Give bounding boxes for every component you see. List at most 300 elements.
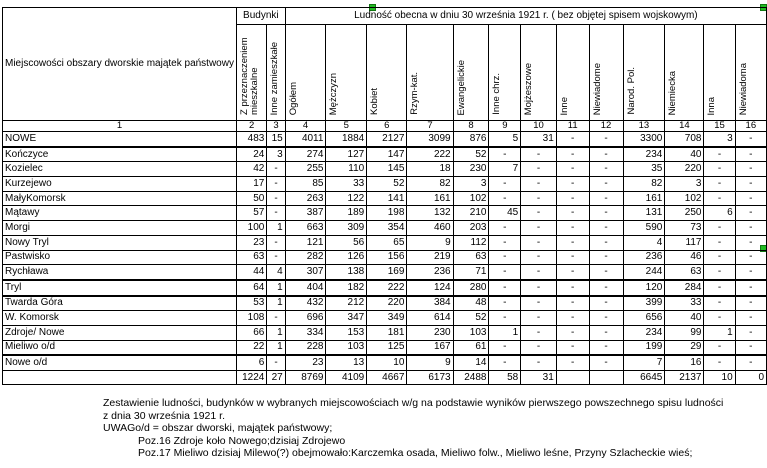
table-cell[interactable]: 230 xyxy=(453,162,489,177)
table-cell[interactable]: 387 xyxy=(285,206,326,221)
table-cell[interactable]: - xyxy=(556,162,589,177)
table-cell[interactable]: 656 xyxy=(623,311,665,326)
table-cell[interactable]: - xyxy=(267,206,285,221)
table-cell[interactable]: 219 xyxy=(407,250,453,265)
table-cell[interactable]: - xyxy=(556,250,589,265)
table-cell[interactable]: - xyxy=(735,250,766,265)
table-row xyxy=(3,311,767,326)
table-cell[interactable]: 234 xyxy=(623,325,665,340)
table-cell[interactable]: - xyxy=(589,147,623,162)
table-cell[interactable]: 22 xyxy=(236,340,266,355)
table-cell[interactable]: 1 xyxy=(267,280,285,296)
table-cell[interactable]: - xyxy=(704,147,735,162)
location-name[interactable]: Zdroje/ Nowe xyxy=(3,325,237,340)
location-name[interactable]: MałyKomorsk xyxy=(3,191,237,206)
table-cell[interactable]: 1 xyxy=(267,296,285,311)
column-header-label: Niewiadome xyxy=(591,62,603,115)
table-cell[interactable]: - xyxy=(489,147,521,162)
table-cell[interactable]: - xyxy=(489,280,521,296)
table-cell[interactable]: 198 xyxy=(367,206,407,221)
table-cell[interactable]: 3099 xyxy=(407,132,453,147)
table-cell[interactable]: - xyxy=(267,162,285,177)
total-cell[interactable]: 6173 xyxy=(407,371,453,385)
column-number: 13 xyxy=(623,121,665,132)
table-cell[interactable]: 1 xyxy=(489,325,521,340)
table-cell[interactable]: - xyxy=(521,280,557,296)
table-cell[interactable]: 590 xyxy=(623,221,665,236)
table-cell[interactable]: - xyxy=(589,265,623,280)
table-cell[interactable]: 156 xyxy=(367,250,407,265)
table-cell[interactable]: - xyxy=(521,206,557,221)
table-cell[interactable]: - xyxy=(589,162,623,177)
table-cell[interactable]: 42 xyxy=(236,162,266,177)
table-cell[interactable]: 48 xyxy=(453,296,489,311)
table-cell[interactable]: - xyxy=(735,191,766,206)
table-cell[interactable]: - xyxy=(489,177,521,192)
table-cell[interactable]: - xyxy=(489,340,521,355)
table-cell[interactable]: - xyxy=(589,235,623,250)
table-cell[interactable]: 63 xyxy=(236,250,266,265)
total-cell[interactable]: 4667 xyxy=(367,371,407,385)
table-cell[interactable]: - xyxy=(589,191,623,206)
table-cell[interactable]: 282 xyxy=(285,250,326,265)
table-cell[interactable]: - xyxy=(735,147,766,162)
table-cell[interactable]: 50 xyxy=(236,191,266,206)
table-cell[interactable]: - xyxy=(589,280,623,296)
table-row xyxy=(3,162,767,177)
table-cell[interactable]: 13 xyxy=(326,355,367,370)
table-cell[interactable]: 125 xyxy=(367,340,407,355)
table-cell[interactable]: 141 xyxy=(367,191,407,206)
table-cell[interactable]: - xyxy=(704,177,735,192)
total-cell[interactable] xyxy=(589,371,623,385)
column-number: 10 xyxy=(521,121,557,132)
table-cell[interactable]: 33 xyxy=(326,177,367,192)
table-cell[interactable]: 138 xyxy=(326,265,367,280)
table-cell[interactable]: - xyxy=(589,340,623,355)
location-name[interactable]: Pastwisko xyxy=(3,250,237,265)
table-cell[interactable]: - xyxy=(704,340,735,355)
table-cell[interactable]: - xyxy=(589,177,623,192)
table-cell[interactable]: 708 xyxy=(665,132,704,147)
table-cell[interactable]: 132 xyxy=(407,206,453,221)
table-cell[interactable]: 29 xyxy=(665,340,704,355)
table-cell[interactable]: 250 xyxy=(665,206,704,221)
table-cell[interactable]: - xyxy=(556,235,589,250)
column-header-label: Rzym-kat. xyxy=(409,72,421,115)
location-name[interactable]: Mątawy xyxy=(3,206,237,221)
table-cell[interactable]: 73 xyxy=(665,221,704,236)
table-cell[interactable]: 167 xyxy=(407,340,453,355)
total-cell[interactable]: 31 xyxy=(521,371,557,385)
location-name[interactable]: Nowy Tryl xyxy=(3,235,237,250)
location-name[interactable]: W. Komorsk xyxy=(3,311,237,326)
table-cell[interactable]: 1 xyxy=(267,325,285,340)
total-cell[interactable]: 58 xyxy=(489,371,521,385)
location-name[interactable]: Mieliwo o/d xyxy=(3,340,237,355)
table-cell[interactable]: 199 xyxy=(623,340,665,355)
table-cell[interactable]: 212 xyxy=(326,296,367,311)
table-cell[interactable]: 234 xyxy=(623,147,665,162)
table-cell[interactable]: 1 xyxy=(704,325,735,340)
table-cell[interactable]: 110 xyxy=(326,162,367,177)
table-cell[interactable]: 127 xyxy=(326,147,367,162)
table-cell[interactable]: - xyxy=(267,355,285,370)
table-cell[interactable]: - xyxy=(704,162,735,177)
table-cell[interactable]: 99 xyxy=(665,325,704,340)
table-cell[interactable]: 124 xyxy=(407,280,453,296)
table-cell[interactable]: - xyxy=(521,221,557,236)
table-cell[interactable]: 876 xyxy=(453,132,489,147)
table-cell[interactable]: 280 xyxy=(453,280,489,296)
table-cell[interactable]: - xyxy=(556,177,589,192)
table-cell[interactable]: - xyxy=(556,147,589,162)
table-cell[interactable]: - xyxy=(704,265,735,280)
location-name[interactable]: Tryl xyxy=(3,280,237,296)
table-cell[interactable]: 57 xyxy=(236,206,266,221)
table-cell[interactable]: - xyxy=(521,265,557,280)
column-number: 1 xyxy=(3,121,237,132)
table-cell[interactable]: 169 xyxy=(367,265,407,280)
table-cell[interactable]: 432 xyxy=(285,296,326,311)
column-number: 2 xyxy=(236,121,266,132)
table-cell[interactable]: 347 xyxy=(326,311,367,326)
table-cell[interactable]: - xyxy=(489,221,521,236)
note-line-2: z dnia 30 września 1921 r. xyxy=(103,409,225,422)
table-cell[interactable]: 228 xyxy=(285,340,326,355)
table-cell[interactable]: - xyxy=(589,296,623,311)
table-cell[interactable]: 460 xyxy=(407,221,453,236)
table-cell[interactable]: 5 xyxy=(489,132,521,147)
table-cell[interactable]: 399 xyxy=(623,296,665,311)
table-cell[interactable]: - xyxy=(267,191,285,206)
table-cell[interactable]: - xyxy=(267,177,285,192)
table-cell[interactable]: 63 xyxy=(665,265,704,280)
table-cell[interactable]: - xyxy=(589,206,623,221)
table-cell[interactable]: 102 xyxy=(453,191,489,206)
table-cell[interactable]: 120 xyxy=(623,280,665,296)
note-line-3: UWAGo/d = obszar dworski, majątek państwowy; xyxy=(103,422,333,434)
table-cell[interactable]: - xyxy=(521,325,557,340)
table-cell[interactable]: 31 xyxy=(521,132,557,147)
location-name[interactable]: Kurzejewo xyxy=(3,177,237,192)
table-cell[interactable]: - xyxy=(589,250,623,265)
table-cell[interactable]: - xyxy=(704,221,735,236)
column-header xyxy=(453,25,489,121)
table-cell[interactable]: - xyxy=(521,177,557,192)
table-cell[interactable]: 4011 xyxy=(285,132,326,147)
table-cell[interactable]: - xyxy=(735,132,766,147)
table-cell[interactable]: 65 xyxy=(367,235,407,250)
table-cell[interactable]: - xyxy=(521,311,557,326)
table-cell[interactable]: 3 xyxy=(704,132,735,147)
total-cell[interactable]: 1224 xyxy=(236,371,266,385)
table-cell[interactable]: 10 xyxy=(367,355,407,370)
table-cell[interactable]: 131 xyxy=(623,206,665,221)
table-cell[interactable]: - xyxy=(735,325,766,340)
table-cell[interactable]: - xyxy=(267,235,285,250)
table-cell[interactable]: 18 xyxy=(407,162,453,177)
table-cell[interactable]: 15 xyxy=(267,132,285,147)
table-cell[interactable]: - xyxy=(521,162,557,177)
table-cell[interactable]: 349 xyxy=(367,311,407,326)
table-cell[interactable]: 52 xyxy=(367,177,407,192)
table-cell[interactable]: - xyxy=(489,235,521,250)
table-cell[interactable]: - xyxy=(556,191,589,206)
table-cell[interactable]: 334 xyxy=(285,325,326,340)
table-cell[interactable]: - xyxy=(589,132,623,147)
table-cell[interactable]: 222 xyxy=(407,147,453,162)
table-cell[interactable]: 33 xyxy=(665,296,704,311)
table-cell[interactable]: 16 xyxy=(665,355,704,370)
table-cell[interactable]: - xyxy=(556,340,589,355)
table-cell[interactable]: 161 xyxy=(407,191,453,206)
table-cell[interactable]: 384 xyxy=(407,296,453,311)
table-cell[interactable]: - xyxy=(735,280,766,296)
table-cell[interactable]: 3 xyxy=(453,177,489,192)
table-cell[interactable]: 274 xyxy=(285,147,326,162)
table-cell[interactable]: 64 xyxy=(236,280,266,296)
total-cell[interactable]: 27 xyxy=(267,371,285,385)
table-cell[interactable]: 2127 xyxy=(367,132,407,147)
table-cell[interactable]: - xyxy=(735,355,766,370)
table-cell[interactable]: 126 xyxy=(326,250,367,265)
table-cell[interactable]: - xyxy=(521,147,557,162)
table-cell[interactable]: 112 xyxy=(453,235,489,250)
table-cell[interactable]: 1 xyxy=(267,221,285,236)
total-cell[interactable] xyxy=(556,371,589,385)
table-cell[interactable]: 45 xyxy=(489,206,521,221)
table-cell[interactable]: - xyxy=(589,221,623,236)
column-header xyxy=(285,25,326,121)
table-cell[interactable]: 182 xyxy=(326,280,367,296)
location-name[interactable]: NOWE xyxy=(3,132,237,147)
table-cell[interactable]: - xyxy=(489,296,521,311)
table-cell[interactable]: 44 xyxy=(236,265,266,280)
table-cell[interactable]: - xyxy=(735,177,766,192)
table-cell[interactable]: - xyxy=(704,280,735,296)
table-cell[interactable]: - xyxy=(521,355,557,370)
table-cell[interactable]: - xyxy=(521,340,557,355)
table-cell[interactable]: - xyxy=(267,250,285,265)
table-cell[interactable]: - xyxy=(589,355,623,370)
total-cell[interactable]: 10 xyxy=(704,371,735,385)
location-name[interactable]: Kończyce xyxy=(3,147,237,162)
table-cell[interactable]: 153 xyxy=(326,325,367,340)
table-row xyxy=(3,132,767,147)
location-name[interactable]: Morgi xyxy=(3,221,237,236)
column-header-label: Niewiadoma xyxy=(737,62,749,115)
note-line-5: Poz.17 Mieliwo dzisiaj Milewo(?) obejmowało:Karczemka osada, Mieliwo folw., Mieliwo leśne, Przyny Szlacheckie wieś; xyxy=(138,447,693,459)
column-header-label: Mężczyzn xyxy=(328,72,340,115)
table-row xyxy=(3,177,767,192)
table-cell[interactable]: 23 xyxy=(285,355,326,370)
table-cell[interactable]: 1884 xyxy=(326,132,367,147)
table-cell[interactable]: 263 xyxy=(285,191,326,206)
table-cell[interactable]: 189 xyxy=(326,206,367,221)
column-number: 6 xyxy=(367,121,407,132)
table-cell[interactable]: - xyxy=(735,296,766,311)
table-cell[interactable]: - xyxy=(267,311,285,326)
table-cell[interactable]: - xyxy=(521,191,557,206)
table-cell[interactable]: 1 xyxy=(267,340,285,355)
table-cell[interactable]: 122 xyxy=(326,191,367,206)
table-cell[interactable]: - xyxy=(704,311,735,326)
column-header-label: Narod. Pol. xyxy=(625,67,637,115)
location-name[interactable]: Nowe o/d xyxy=(3,355,237,370)
table-cell[interactable]: - xyxy=(556,296,589,311)
table-cell[interactable]: - xyxy=(556,132,589,147)
table-cell[interactable]: 52 xyxy=(453,147,489,162)
table-cell[interactable]: 284 xyxy=(665,280,704,296)
table-cell[interactable]: 483 xyxy=(236,132,266,147)
table-cell[interactable]: 56 xyxy=(326,235,367,250)
table-cell[interactable]: 121 xyxy=(285,235,326,250)
table-cell[interactable]: 103 xyxy=(326,340,367,355)
table-cell[interactable]: 71 xyxy=(453,265,489,280)
table-cell[interactable]: 82 xyxy=(407,177,453,192)
total-cell[interactable]: 4109 xyxy=(326,371,367,385)
table-cell[interactable]: 161 xyxy=(623,191,665,206)
table-cell[interactable]: 255 xyxy=(285,162,326,177)
table-cell[interactable]: - xyxy=(704,191,735,206)
table-cell[interactable]: 614 xyxy=(407,311,453,326)
table-cell[interactable]: - xyxy=(735,265,766,280)
table-cell[interactable]: - xyxy=(735,221,766,236)
total-cell[interactable]: 0 xyxy=(735,371,766,385)
table-cell[interactable]: - xyxy=(521,250,557,265)
table-cell[interactable]: 23 xyxy=(236,235,266,250)
total-cell[interactable]: 2137 xyxy=(665,371,704,385)
table-cell[interactable]: 53 xyxy=(236,296,266,311)
table-cell[interactable]: 7 xyxy=(489,162,521,177)
table-cell[interactable]: 222 xyxy=(367,280,407,296)
table-cell[interactable]: - xyxy=(704,355,735,370)
table-cell[interactable]: - xyxy=(556,325,589,340)
table-cell[interactable]: 61 xyxy=(453,340,489,355)
table-cell[interactable]: - xyxy=(489,265,521,280)
table-cell[interactable]: 230 xyxy=(407,325,453,340)
table-cell[interactable]: 9 xyxy=(407,355,453,370)
table-cell[interactable]: 9 xyxy=(407,235,453,250)
column-number: 11 xyxy=(556,121,589,132)
table-cell[interactable]: 100 xyxy=(236,221,266,236)
table-cell[interactable]: - xyxy=(556,311,589,326)
table-cell[interactable]: - xyxy=(556,280,589,296)
table-cell[interactable]: 236 xyxy=(407,265,453,280)
table-cell[interactable]: 40 xyxy=(665,147,704,162)
table-cell[interactable]: 307 xyxy=(285,265,326,280)
table-cell[interactable]: - xyxy=(704,296,735,311)
table-cell[interactable]: - xyxy=(735,340,766,355)
table-cell[interactable]: 3 xyxy=(665,177,704,192)
total-cell[interactable]: 2488 xyxy=(453,371,489,385)
column-header xyxy=(665,25,704,121)
table-cell[interactable]: 147 xyxy=(367,147,407,162)
table-cell[interactable]: 24 xyxy=(236,147,266,162)
table-cell[interactable]: 7 xyxy=(623,355,665,370)
table-cell[interactable]: - xyxy=(556,355,589,370)
table-cell[interactable]: - xyxy=(489,311,521,326)
table-cell[interactable]: 309 xyxy=(326,221,367,236)
table-cell[interactable]: - xyxy=(704,250,735,265)
table-cell[interactable]: - xyxy=(735,206,766,221)
total-cell[interactable]: 6645 xyxy=(623,371,665,385)
table-cell[interactable]: 220 xyxy=(665,162,704,177)
table-cell[interactable]: 52 xyxy=(453,311,489,326)
table-cell[interactable]: - xyxy=(521,235,557,250)
location-name[interactable]: Kozielec xyxy=(3,162,237,177)
table-cell[interactable]: 102 xyxy=(665,191,704,206)
table-cell[interactable]: 4 xyxy=(267,265,285,280)
table-cell[interactable]: 35 xyxy=(623,162,665,177)
table-cell[interactable]: - xyxy=(589,325,623,340)
table-cell[interactable]: 4 xyxy=(623,235,665,250)
table-row xyxy=(3,265,767,280)
table-cell[interactable]: 40 xyxy=(665,311,704,326)
table-cell[interactable]: 85 xyxy=(285,177,326,192)
table-cell[interactable]: 181 xyxy=(367,325,407,340)
table-cell[interactable]: - xyxy=(589,311,623,326)
total-cell[interactable]: 8769 xyxy=(285,371,326,385)
table-cell[interactable]: 14 xyxy=(453,355,489,370)
table-cell[interactable]: 46 xyxy=(665,250,704,265)
column-number: 14 xyxy=(665,121,704,132)
table-cell[interactable]: 6 xyxy=(704,206,735,221)
column-header-label: Ogółem xyxy=(287,81,299,115)
table-cell[interactable]: 17 xyxy=(236,177,266,192)
table-cell[interactable]: 6 xyxy=(236,355,266,370)
table-row xyxy=(3,296,767,311)
table-cell[interactable]: - xyxy=(704,235,735,250)
table-cell[interactable]: - xyxy=(489,250,521,265)
totals-label-cell[interactable] xyxy=(3,371,237,385)
table-cell[interactable]: 145 xyxy=(367,162,407,177)
location-name[interactable]: Rychława xyxy=(3,265,237,280)
table-cell[interactable]: 108 xyxy=(236,311,266,326)
table-cell[interactable]: - xyxy=(735,311,766,326)
table-cell[interactable]: 663 xyxy=(285,221,326,236)
table-cell[interactable]: 696 xyxy=(285,311,326,326)
table-cell[interactable]: 244 xyxy=(623,265,665,280)
table-cell[interactable]: 404 xyxy=(285,280,326,296)
table-cell[interactable]: 354 xyxy=(367,221,407,236)
table-cell[interactable]: 203 xyxy=(453,221,489,236)
table-cell[interactable]: 3 xyxy=(267,147,285,162)
table-cell[interactable]: 66 xyxy=(236,325,266,340)
table-cell[interactable]: - xyxy=(735,162,766,177)
table-cell[interactable]: 63 xyxy=(453,250,489,265)
table-cell[interactable]: 82 xyxy=(623,177,665,192)
table-cell[interactable]: - xyxy=(556,206,589,221)
table-cell[interactable]: 117 xyxy=(665,235,704,250)
table-cell[interactable]: 210 xyxy=(453,206,489,221)
table-cell[interactable]: 103 xyxy=(453,325,489,340)
table-cell[interactable]: - xyxy=(489,355,521,370)
location-name[interactable]: Twarda Góra xyxy=(3,296,237,311)
table-cell[interactable]: - xyxy=(556,265,589,280)
table-cell[interactable]: 236 xyxy=(623,250,665,265)
table-cell[interactable]: 3300 xyxy=(623,132,665,147)
column-header xyxy=(267,25,285,121)
column-header-label: Niemiecka xyxy=(667,70,679,115)
table-cell[interactable]: - xyxy=(735,235,766,250)
table-cell[interactable]: 220 xyxy=(367,296,407,311)
table-cell[interactable]: - xyxy=(521,296,557,311)
table-cell[interactable]: - xyxy=(556,221,589,236)
notes-block xyxy=(103,397,763,460)
table-cell[interactable]: - xyxy=(489,191,521,206)
